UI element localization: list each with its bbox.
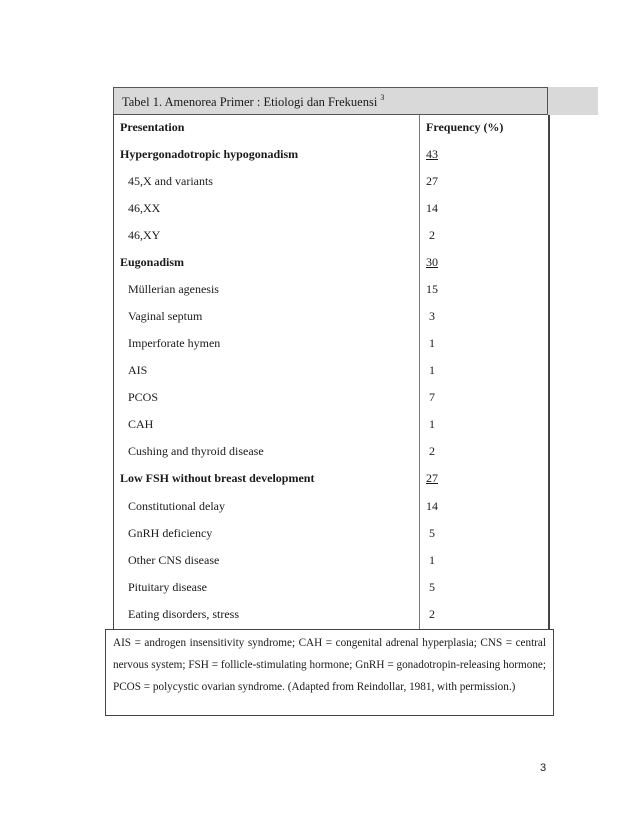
row-frequency: 1 — [426, 417, 435, 431]
caption-bar-extension — [548, 87, 598, 115]
table-row — [114, 412, 548, 438]
table-group-row — [114, 466, 548, 492]
table-row — [114, 196, 548, 222]
row-frequency: 2 — [426, 607, 435, 621]
table-row — [114, 548, 548, 574]
table-row — [114, 494, 548, 520]
row-presentation: Imperforate hymen — [128, 336, 221, 350]
table-group-row — [114, 142, 548, 168]
row-frequency: 2 — [426, 444, 435, 458]
row-presentation: 46,XY — [128, 228, 161, 242]
row-presentation: CAH — [128, 417, 154, 431]
table-row — [114, 439, 548, 465]
table-caption — [122, 94, 384, 110]
table-row — [114, 277, 548, 303]
row-presentation: Vaginal septum — [128, 309, 203, 323]
row-frequency: 1 — [426, 363, 435, 377]
row-frequency: 27 — [426, 174, 438, 188]
table-row — [114, 304, 548, 330]
row-presentation: 46,XX — [128, 201, 161, 215]
row-presentation: PCOS — [128, 390, 159, 404]
row-frequency: 14 — [426, 499, 438, 513]
row-presentation: Low FSH without breast development — [120, 471, 315, 485]
row-frequency: 1 — [426, 336, 435, 350]
table-caption-bar — [113, 87, 548, 115]
row-frequency: 1 — [426, 553, 435, 567]
table-row — [114, 331, 548, 357]
row-frequency: 5 — [426, 580, 435, 594]
table-row — [114, 169, 548, 195]
row-presentation: Hypergonadotropic hypogonadism — [120, 147, 299, 161]
table-row — [114, 223, 548, 249]
etiology-table — [113, 115, 550, 632]
row-presentation: Constitutional delay — [128, 499, 225, 513]
table-header-row — [114, 115, 548, 141]
page-number: 3 — [540, 762, 547, 774]
table-row — [114, 358, 548, 384]
row-presentation: GnRH deficiency — [128, 526, 213, 540]
row-presentation: Eugonadism — [120, 255, 185, 269]
row-presentation: Eating disorders, stress — [128, 607, 239, 621]
table-row — [114, 602, 548, 628]
table-group-row — [114, 250, 548, 276]
row-frequency: 43 — [426, 147, 438, 161]
header-presentation: Presentation — [120, 120, 185, 134]
row-frequency: 14 — [426, 201, 438, 215]
row-presentation: Other CNS disease — [128, 553, 220, 567]
row-presentation: Müllerian agenesis — [128, 282, 219, 296]
row-frequency: 3 — [426, 309, 435, 323]
table-row — [114, 521, 548, 547]
row-frequency: 30 — [426, 255, 438, 269]
header-frequency: Frequency (%) — [426, 120, 504, 134]
table-footnote: AIS = androgen insensitivity syndrome; CAH = congenital adrenal hyperplasia; CNS = central nervous system; FSH = follicle-stimulating hormone; GnRH = gonadotropin-releasing hormone; PCOS = polycystic ovarian syndrome. (Adapted from Reindollar, 1981, with permission.) — [113, 637, 546, 693]
row-frequency: 5 — [426, 526, 435, 540]
row-frequency: 7 — [426, 390, 435, 404]
row-presentation: 45,X and variants — [128, 174, 213, 188]
table-footnote-box — [105, 629, 554, 716]
row-frequency: 27 — [426, 471, 438, 485]
table-row — [114, 575, 548, 601]
row-presentation: AIS — [128, 363, 148, 377]
table-caption-text: Tabel 1. Amenorea Primer : Etiologi dan Frekuensi — [122, 95, 378, 110]
row-frequency: 15 — [426, 282, 438, 296]
row-presentation: Cushing and thyroid disease — [128, 444, 264, 458]
table-row — [114, 385, 548, 411]
row-frequency: 2 — [426, 228, 435, 242]
table-caption-reference: 3 — [380, 93, 385, 102]
row-presentation: Pituitary disease — [128, 580, 207, 594]
